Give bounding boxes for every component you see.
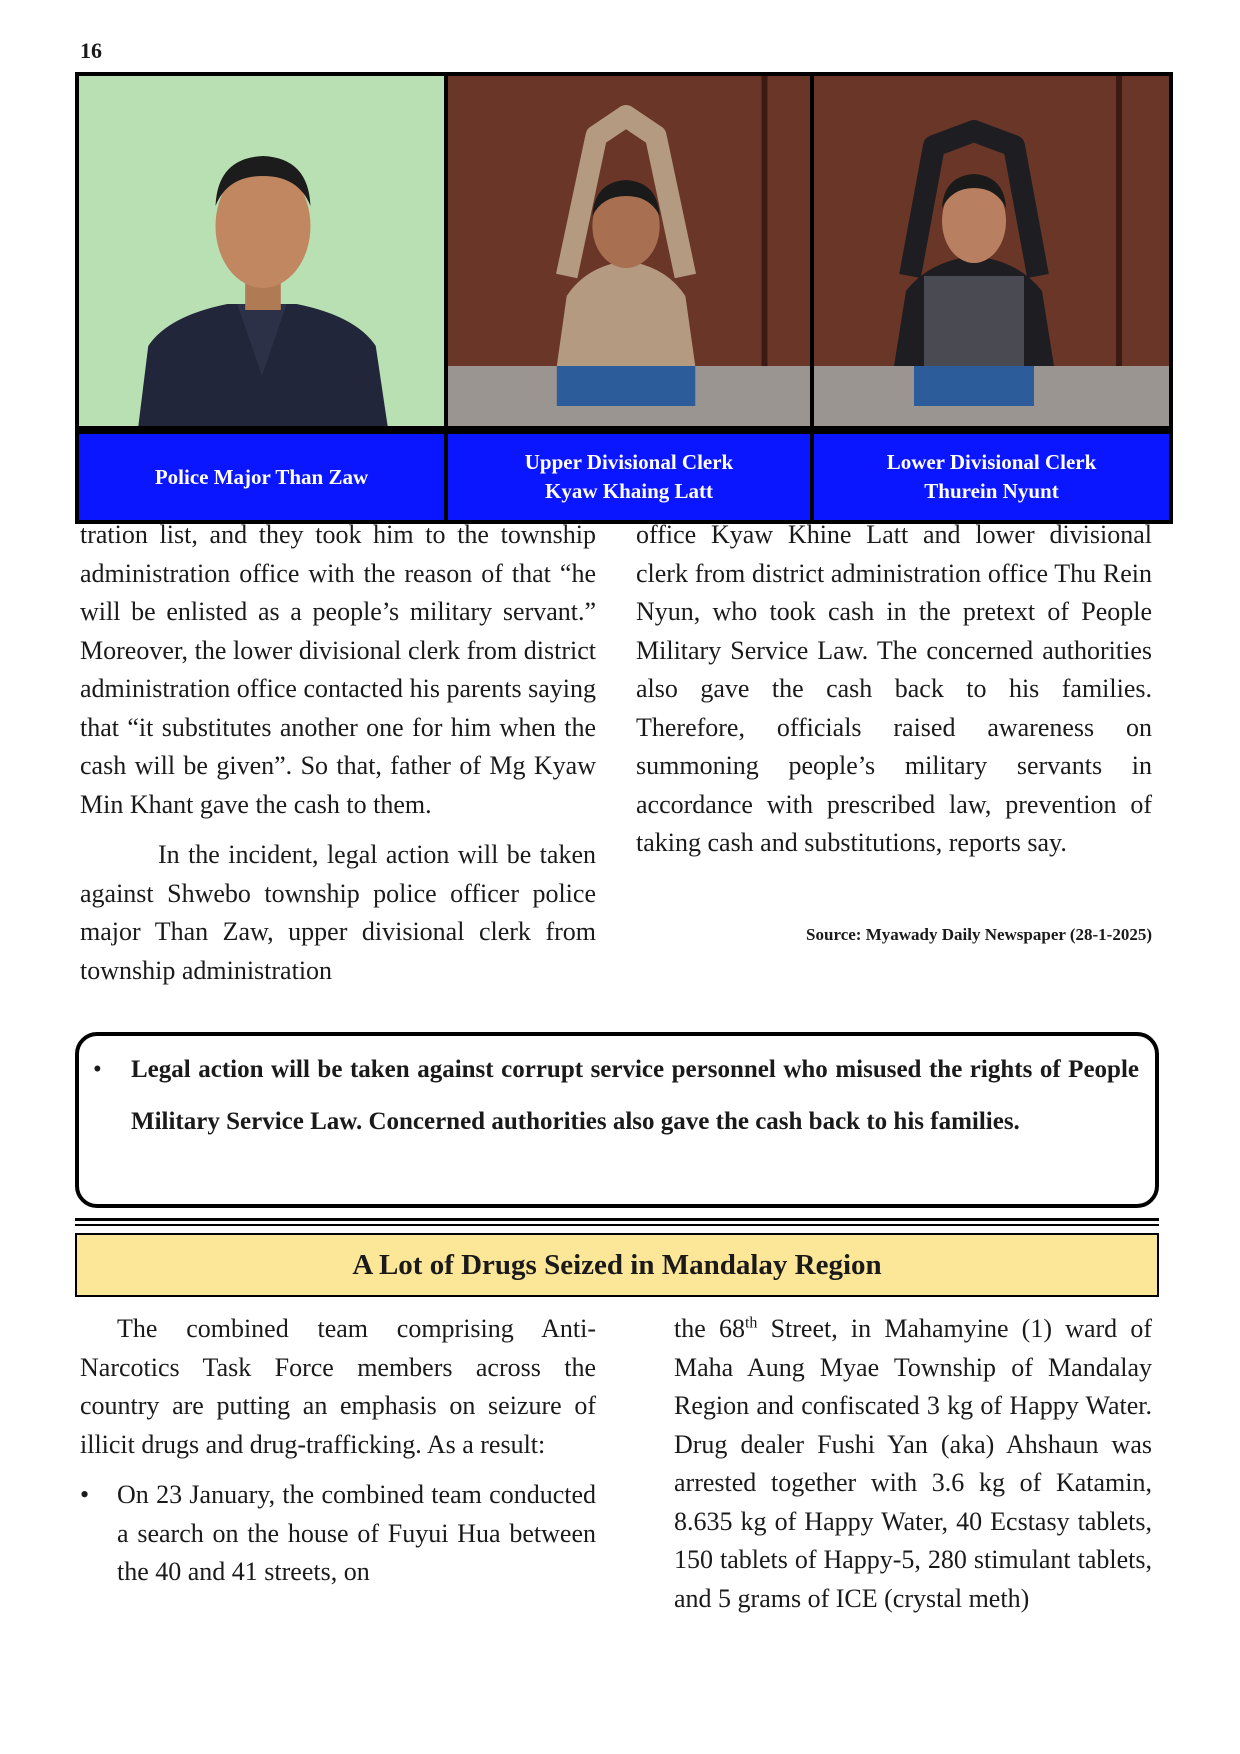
page-number: 16 [80, 38, 102, 63]
callout-box [75, 1032, 1159, 1208]
callout-text: Legal action will be taken against corrupt service personnel who misused the rights of People Military Service Law. Concerned authorities also gave the cash back to his families. [131, 1056, 1139, 1135]
article-paragraph: office Kyaw Khine Latt and lower divisional clerk from district administration office Thu Rein Nyun, who took cash in the pretext of People Military Service Law. The concerned authorities also gave the cash back to his families. Therefore, officials raised awareness on summoning people’s military servants in accordance with prescribed law, prevention of taking cash and substitutions, reports say. [636, 520, 1152, 857]
bullet-icon: • [93, 1056, 102, 1083]
caption-line: Kyaw Khaing Latt [544, 479, 714, 503]
article-paragraph [674, 1310, 1152, 1618]
article-paragraph: tration list, and they took him to the township administration office with the reason of that “he will be enlisted as a people’s military servant.” Moreover, the lower divisional clerk from district administration office contacted his parents saying that “it substitutes another one for him when the cash will be given”. So that, father of Mg Kyaw Min Khant gave the cash to them. [80, 520, 596, 819]
photo-caption [79, 430, 444, 520]
text-fragment: the 68 [674, 1314, 745, 1343]
caption-line: Upper Divisional Clerk [524, 450, 734, 474]
arrest-photo [448, 76, 810, 426]
list-item-text: On 23 January, the combined team conducted a search on the house of Fuyui Hua between the 40 and 41 streets, on [117, 1480, 596, 1586]
text-fragment: Street, in Mahamyine (1) ward of Maha Aung Myae Township of Mandalay Region and confiscated 3 kg of Happy Water. Drug dealer Fushi Yan (aka) Ahshaun was arrested together with 3.6 kg of Katamin, 8.635 kg of Happy Water, 40 Ecstasy tablets, 150 tablets of Happy-5, 280 stimulant tablets, and 5 grams of ICE (crystal meth) [674, 1314, 1152, 1613]
article-column-left [80, 1310, 596, 1592]
article-column-right [674, 1310, 1152, 1618]
article-paragraph: In the incident, legal action will be taken against Shwebo township police officer police major Than Zaw, upper divisional clerk from township administration [80, 840, 596, 985]
article-column-right [636, 516, 1152, 863]
article-paragraph: The combined team comprising Anti-Narcotics Task Force members across the country are putting an emphasis on seizure of illicit drugs and drug-trafficking. As a result: [80, 1314, 596, 1459]
arrest-photo [814, 76, 1169, 426]
photo-card-kyaw-khaing-latt [448, 76, 814, 520]
caption-line: Lower Divisional Clerk [886, 450, 1097, 474]
photo-strip [75, 72, 1173, 524]
portrait-photo [79, 76, 444, 426]
caption-line: Police Major Than Zaw [154, 464, 369, 489]
superscript: th [744, 1314, 758, 1332]
article-headline: A Lot of Drugs Seized in Mandalay Region [75, 1233, 1159, 1297]
caption-line: Thurein Nyunt [924, 479, 1059, 503]
photo-card-than-zaw [79, 76, 448, 520]
article-column-left [80, 516, 596, 990]
source-credit: Source: Myawady Daily Newspaper (28-1-2025) [806, 925, 1152, 944]
bullet-icon: • [80, 1480, 90, 1509]
photo-caption [448, 430, 810, 520]
photo-caption [814, 430, 1169, 520]
photo-card-thurein-nyunt [814, 76, 1169, 520]
list-item [80, 1476, 596, 1592]
section-divider [75, 1218, 1159, 1221]
section-divider [75, 1224, 1159, 1226]
